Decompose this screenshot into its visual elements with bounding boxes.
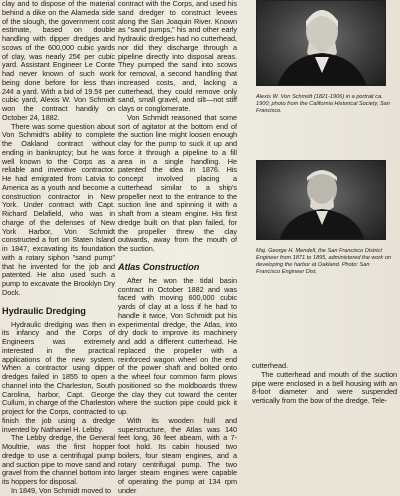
paragraph: After he won the tidal basin contract in October 1882 and was faced with moving 600,000 cubic yards of clay at a loss if he had to handle it twice, Von Schmidt put his experimental dredge, the Atlas, into dry dock to improve its machinery and add a different cutterhead. He replaced the propeller with a reinforced wagon wheel on the end of the power shaft and bolted onto the wheel four common farm plows positioned so the moldboards threw the clay they cut toward the center where the suction pipe could pick it up. bbox=[118, 275, 237, 416]
text-column-left bbox=[2, 0, 115, 496]
paragraph: In 1849, Von Schmidt moved to bbox=[11, 485, 111, 495]
paragraph: Von Schmidt reasoned that some sort of agitator at the bottom end of the suction line might loosen enough clay for the pump to suck it up and force it through a pipeline to a fill area in a single handling. He patented the idea in 1876. His concept involved placing a cutterhead similar to a ship's propeller next to the entrance to the suction line and spinning it with a shaft from a steam engine. His first dredge built on that plan failed, for the propeller threw the clay outwards, away from the mouth of the suction. bbox=[118, 112, 237, 253]
paragraph: The cutterhead and mouth of the suction pipe were enclosed in a bell housing with an 8-foot diameter and were suspended vertically from the bow of the dredge. Tele- bbox=[252, 369, 397, 405]
photo-caption: Alexis W. Von Schmidt (1821-1906) in a portrait ca. 1900; photo from the California Historical Society, San Francisco. bbox=[256, 94, 390, 114]
paragraph: contract with the Corps, and used his sand dredger to construct levees along the San Joaquin River. Known as "sand pumps," his and other early hydraulic dredges had no cutterhead, nor did they discharge through a pipeline directly into disposal areas. They pumped the sand into scows for removal, a second handling that increased costs, and, lacking a cutterhead, they could remove only sand, small gravel, and silt—not stiff clays or conglomerate. bbox=[118, 0, 237, 113]
photo-caption: Maj. George H. Mendell, the San Francisco District Engineer from 1871 to 1895, administered the work on developing the harbor at Oakland. Photo: San Francisco Engineer Dist. bbox=[256, 248, 391, 275]
text-column-right bbox=[252, 362, 397, 406]
section-heading: Hydraulic Dredging bbox=[2, 305, 86, 316]
paragraph: There was some question about Von Schmidt's ability to complete the Oakland contract without ending in bankruptcy; but he was well known to the Corps as a reliable and inventive contractor. He had emigrated from Latvia to America as a youth and become a construction contractor in New York. Under contract with Capt. Richard Delafield, who was in charge of the defenses of New York Harbor, Von Schmidt constructed a fort on Staten Island in 1847, excavating its foundation with a rotary siphon "sand pump" that he invented for the job and patented. He also used such a pump to excavate the Brooklyn Dry Dock. bbox=[2, 121, 115, 297]
paragraph: The Lebby dredge, the General Moultrie, was the first hopper dredge to use a centrifugal pump and suction pipe to move sand and gravel from the channel bottom into its hoppers for disposal. bbox=[2, 433, 115, 486]
paragraph: clay and to dispose of the material behind a dike on the Alameda side of the slough, the government cost estimate, based on double handling with dipper dredges and scows of the 600,000 cubic yards of clay, was nearly 25¢ per cubic yard. Assistant Engineer Le Conte had never known of such work being done before for less than 24¢ a yard. With a bid of 19.5¢ per cubic yard, Alexis W. Von Schmidt won the contract handily on October 24, 1882. bbox=[2, 0, 115, 122]
paragraph: cutterhead. bbox=[252, 361, 288, 370]
section-heading: Atlas Construction bbox=[118, 261, 200, 272]
portrait-photo-mendell bbox=[256, 160, 386, 240]
paragraph: With its wooden hull and superstructure, the Atlas was 140 feet long, 36 feet abeam, with a 7-foot hold. Its cabin housed two boilers, four steam engines, and a rotary centrifugal pump. The two larger steam engines were capable of operating the pump at 134 rpm under bbox=[118, 415, 237, 495]
paragraph: Hydraulic dredging was then in its infancy and the Corps of Engineers was extremely interested in the practical applications of the new system. When a contractor using dipper dredges failed in 1855 to open a channel into the Charleston, South Carolina, harbor, Capt. George Cullum, in charge of the Charleston project for the Corps, contracted to finish the job using a dredge invented by Nathaniel H. Lebby. bbox=[2, 319, 115, 434]
text-column-middle bbox=[118, 0, 237, 496]
portrait-photo-von-schmidt bbox=[256, 0, 386, 86]
